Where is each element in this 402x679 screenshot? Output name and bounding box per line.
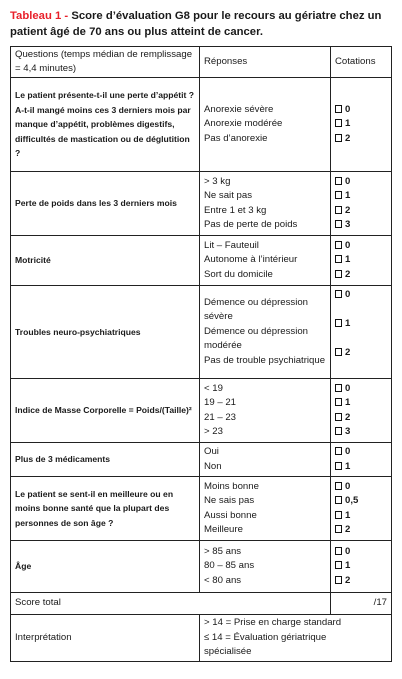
question-cell: Le patient présente-t-il une perte d’appétit ? A-t-il mangé moins ces 3 derniers mois par manque d’appétit, problèmes digestifs, difficultés de mastication ou de déglutition ? — [11, 78, 200, 172]
answer-item: Autonome à l’intérieur — [204, 254, 298, 266]
answer-item: Aussi bonne — [204, 509, 257, 521]
score-item[interactable]: 0 — [335, 480, 387, 495]
answer-item: Non — [204, 460, 222, 472]
score-item[interactable]: 2 — [335, 132, 387, 147]
g8-score-table — [10, 46, 392, 662]
answer-item: Oui — [204, 446, 219, 457]
answers-cell — [200, 379, 331, 443]
checkbox-icon[interactable] — [335, 496, 342, 504]
checkbox-icon[interactable] — [335, 447, 342, 455]
table-caption — [10, 8, 396, 40]
scores-cell — [331, 286, 392, 379]
score-item[interactable]: 0 — [335, 103, 387, 118]
score-total-row — [11, 593, 392, 615]
score-item[interactable]: 0 — [335, 175, 387, 190]
checkbox-icon[interactable] — [335, 398, 342, 406]
question-cell: Le patient se sent-il en meilleure ou en moins bonne santé que la plupart des personnes de son âge ? — [11, 477, 200, 541]
answer-item: 21 – 23 — [204, 411, 237, 423]
header-cotations: Cotations — [331, 47, 392, 78]
answer-item: > 85 ans — [204, 545, 242, 557]
table-row — [11, 172, 392, 236]
answers-cell — [200, 286, 331, 379]
score-item[interactable]: 1 — [335, 460, 387, 475]
score-item[interactable]: 1 — [335, 117, 387, 132]
question-cell: Perte de poids dans les 3 derniers mois — [11, 172, 200, 236]
scores-cell — [331, 236, 392, 286]
score-item[interactable]: 2 — [335, 411, 387, 426]
answer-item: > 3 kg — [204, 175, 231, 187]
score-item[interactable]: 0 — [335, 445, 387, 460]
question-cell: Plus de 3 médicaments — [11, 443, 200, 477]
table-row — [11, 443, 392, 477]
interpretation-row — [11, 615, 392, 662]
answer-item: Pas de trouble psychiatrique — [204, 354, 326, 366]
checkbox-icon[interactable] — [335, 241, 342, 249]
checkbox-icon[interactable] — [335, 348, 342, 356]
answer-item: Ne sais pas — [204, 495, 255, 506]
score-item[interactable]: 1 — [335, 189, 387, 204]
answer-item: > 23 — [204, 426, 223, 437]
score-total-value: /17 — [331, 593, 392, 615]
score-item[interactable]: 0 — [335, 239, 387, 254]
score-item[interactable]: 1 — [335, 509, 387, 524]
answer-item: < 19 — [204, 382, 223, 394]
score-item[interactable]: 0 — [335, 382, 387, 397]
table-row — [11, 286, 392, 379]
checkbox-icon[interactable] — [335, 525, 342, 533]
checkbox-icon[interactable] — [335, 119, 342, 127]
checkbox-icon[interactable] — [335, 206, 342, 214]
checkbox-icon[interactable] — [335, 220, 342, 228]
question-cell: Motricité — [11, 236, 200, 286]
answers-cell — [200, 443, 331, 477]
score-item[interactable]: 1 — [335, 559, 387, 574]
checkbox-icon[interactable] — [335, 134, 342, 142]
answers-cell — [200, 477, 331, 541]
score-total-label: Score total — [11, 593, 331, 615]
table-row — [11, 236, 392, 286]
answer-item: Lit – Fauteuil — [204, 239, 259, 251]
answer-item: < 80 ans — [204, 574, 242, 586]
checkbox-icon[interactable] — [335, 319, 342, 327]
checkbox-icon[interactable] — [335, 547, 342, 555]
answers-cell — [200, 541, 331, 593]
checkbox-icon[interactable] — [335, 427, 342, 435]
score-item[interactable]: 0,5 — [335, 494, 387, 509]
score-item[interactable]: 1 — [335, 317, 387, 346]
answer-item: Meilleure — [204, 524, 243, 535]
caption-prefix: Tableau 1 - — [10, 10, 72, 22]
checkbox-icon[interactable] — [335, 255, 342, 263]
checkbox-icon[interactable] — [335, 191, 342, 199]
answer-item: Pas d’anorexie — [204, 132, 268, 144]
score-item[interactable]: 0 — [335, 545, 387, 560]
scores-cell — [331, 443, 392, 477]
answer-item: Moins bonne — [204, 480, 259, 492]
checkbox-icon[interactable] — [335, 482, 342, 490]
interpretation-line: > 14 = Prise en charge standard — [204, 617, 342, 629]
checkbox-icon[interactable] — [335, 511, 342, 519]
answer-item: Démence ou dépression sévère — [204, 296, 308, 323]
score-item[interactable]: 1 — [335, 253, 387, 268]
score-item[interactable]: 1 — [335, 396, 387, 411]
caption-text: Score d’évaluation G8 pour le recours au gériatre chez un patient âgé de 70 ans ou plus atteint de cancer. — [10, 10, 382, 38]
scores-cell — [331, 541, 392, 593]
score-item[interactable]: 2 — [335, 574, 387, 589]
answer-item: Ne sait pas — [204, 190, 252, 201]
table-row — [11, 379, 392, 443]
answer-item: Pas de perte de poids — [204, 219, 298, 230]
checkbox-icon[interactable] — [335, 105, 342, 113]
interpretation-label: Interprétation — [11, 615, 200, 662]
score-item[interactable]: 3 — [335, 218, 387, 233]
answer-item: Entre 1 et 3 kg — [204, 204, 267, 216]
score-item[interactable]: 2 — [335, 268, 387, 283]
answer-item: Démence ou dépression modérée — [204, 325, 308, 352]
answer-item: 19 – 21 — [204, 397, 237, 408]
interpretation-line: ≤ 14 = Évaluation gériatrique spécialisée — [204, 631, 327, 658]
table-row — [11, 541, 392, 593]
checkbox-icon[interactable] — [335, 576, 342, 584]
answer-item: Anorexie modérée — [204, 118, 283, 130]
checkbox-icon[interactable] — [335, 462, 342, 470]
checkbox-icon[interactable] — [335, 290, 342, 298]
answers-cell — [200, 236, 331, 286]
scores-cell — [331, 172, 392, 236]
checkbox-icon[interactable] — [335, 413, 342, 421]
checkbox-icon[interactable] — [335, 177, 342, 185]
score-item[interactable]: 0 — [335, 288, 387, 317]
checkbox-icon[interactable] — [335, 561, 342, 569]
question-cell: Âge — [11, 541, 200, 593]
score-item[interactable]: 2 — [335, 204, 387, 219]
table-header-row — [11, 47, 392, 78]
scores-cell — [331, 379, 392, 443]
header-questions: Questions (temps médian de remplissage = 4,4 minutes) — [11, 47, 200, 78]
scores-cell — [331, 78, 392, 172]
answer-item: 80 – 85 ans — [204, 560, 255, 572]
question-cell: Troubles neuro-psychiatriques — [11, 286, 200, 379]
scores-cell — [331, 477, 392, 541]
answers-cell — [200, 172, 331, 236]
table-row — [11, 477, 392, 541]
answer-item: Sort du domicile — [204, 268, 273, 280]
interpretation-text — [200, 615, 392, 662]
question-cell: Indice de Masse Corporelle = Poids/(Taille)² — [11, 379, 200, 443]
score-item[interactable]: 2 — [335, 346, 387, 361]
answer-item: Anorexie sévère — [204, 103, 274, 115]
score-item[interactable]: 2 — [335, 523, 387, 538]
header-reponses: Réponses — [200, 47, 331, 78]
answers-cell — [200, 78, 331, 172]
table-row — [11, 78, 392, 172]
checkbox-icon[interactable] — [335, 384, 342, 392]
checkbox-icon[interactable] — [335, 270, 342, 278]
score-item[interactable]: 3 — [335, 425, 387, 440]
